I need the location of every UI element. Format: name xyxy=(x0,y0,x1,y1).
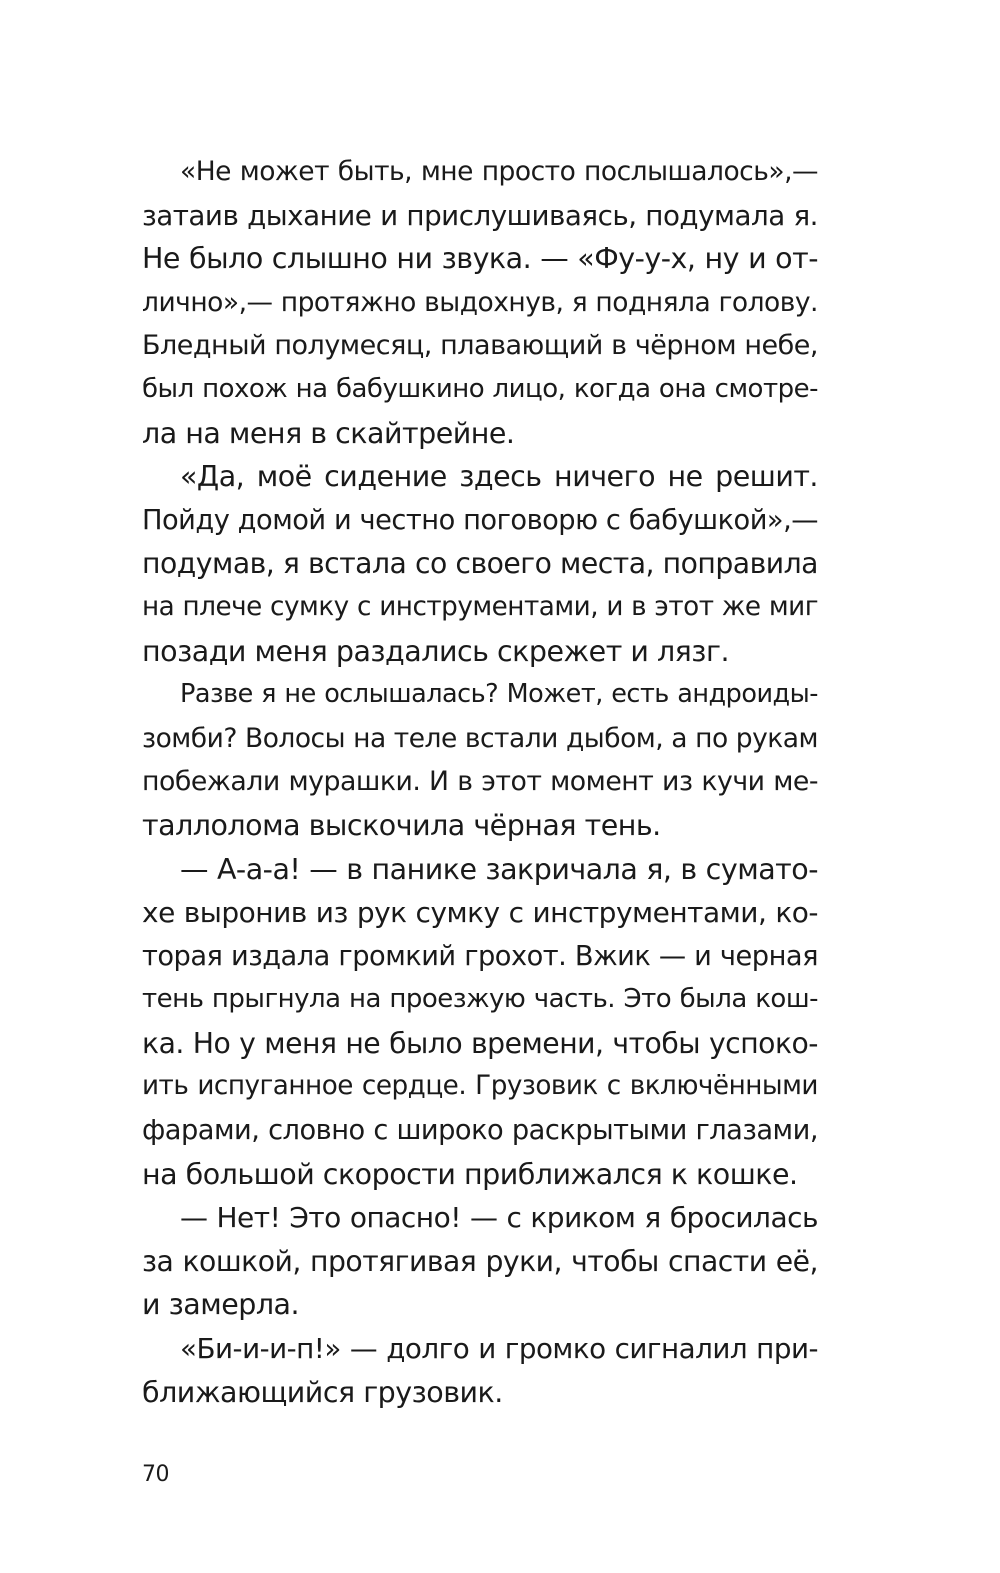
text-line: на большой скорости приближался к кошке. xyxy=(142,1157,798,1191)
text-line: ближающийся грузовик. xyxy=(142,1375,503,1409)
text-line: затаив дыхание и прислушиваясь, подумала я. xyxy=(142,198,818,232)
text-line: таллолома выскочила чёрная тень. xyxy=(142,808,661,842)
text-line: Пойду домой и честно поговорю с бабушкой»,— xyxy=(142,504,818,536)
text-line: лично»,— протяжно выдохнув, я подняла голову. xyxy=(142,286,818,318)
text-line: торая издала громкий грохот. Вжик — и черная xyxy=(142,940,818,972)
text-line: за кошкой, протягивая руки, чтобы спасти её, xyxy=(142,1244,818,1278)
text-line: подумав, я встала со своего места, поправила xyxy=(142,547,818,581)
text-line: был похож на бабушкино лицо, когда она смотре- xyxy=(142,373,818,404)
text-line: ка. Но у меня не было времени, чтобы успоко- xyxy=(142,1026,818,1060)
text-line: «Не может быть, мне просто послышалось»,— xyxy=(180,156,818,187)
page-body-text xyxy=(142,150,818,1414)
text-line: Бледный полумесяц, плавающий в чёрном небе, xyxy=(142,330,818,362)
text-line: — Нет! Это опасно! — с криком я бросилась xyxy=(180,1201,818,1235)
page-number: 70 xyxy=(142,1462,169,1487)
text-line: ла на меня в скайтрейне. xyxy=(142,416,515,450)
text-line: побежали мурашки. И в этот момент из кучи ме- xyxy=(142,766,818,798)
text-line: хе выронив из рук сумку с инструментами, ко- xyxy=(142,896,818,930)
text-line: зомби? Волосы на теле встали дыбом, а по рукам xyxy=(142,722,818,754)
text-line: Не было слышно ни звука. — «Фу-у-х, ну и от- xyxy=(142,242,818,276)
text-line: ить испуганное сердце. Грузовик с включёнными xyxy=(142,1071,818,1102)
text-line: «Би-и-и-п!» — долго и громко сигналил при- xyxy=(180,1332,818,1366)
text-line: тень прыгнула на проезжую часть. Это была кош- xyxy=(142,984,818,1015)
text-line: на плече сумку с инструментами, и в этот же миг xyxy=(142,591,818,622)
text-line: — А-а-а! — в панике закричала я, в сумато- xyxy=(180,852,818,886)
text-line: «Да, моё сидение здесь ничего не решит. xyxy=(180,460,818,494)
text-line: фарами, словно с широко раскрытыми глазами, xyxy=(142,1115,818,1147)
text-line: позади меня раздались скрежет и лязг. xyxy=(142,634,729,668)
text-line: и замерла. xyxy=(142,1288,300,1322)
text-line: Разве я не ослышалась? Может, есть андроиды- xyxy=(180,679,818,710)
